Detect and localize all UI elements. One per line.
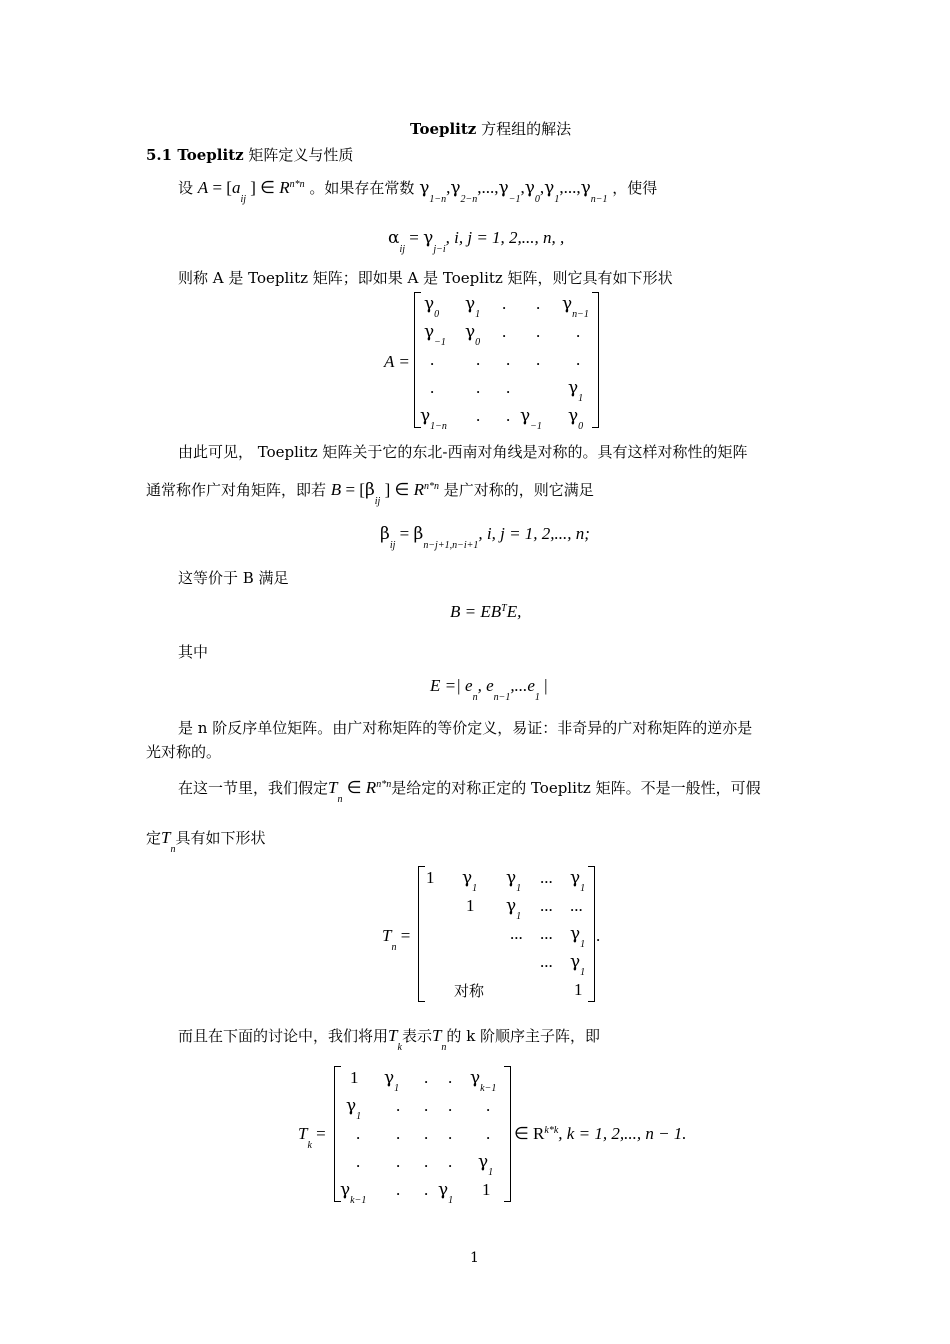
matrix-tn-right-bracket [588,866,595,1002]
equivalence-text: 这等价于 B 满足 [178,569,289,587]
symmetry-text: 由此可见， Toeplitz 矩阵关于它的东北-西南对角线是对称的。具有这样对称性的矩阵 [178,443,748,461]
matrix-tn-body: 1 $\gamma_1$ $\gamma_1$ ... $\gamma_1$ 1 $\gamma_1$ ... ... ... ... $\gamma_1$ ... $\gamma_1$ 对称 1 [426,868,586,1000]
submatrix-text: 而且在下面的讨论中，我们将用$T_k$表示$T_n$的 k 阶顺序主子阵，即 [178,1026,601,1053]
equation-b: $B = EB^TE$, [450,602,522,621]
section-heading: 5.1 Toeplitz 矩阵定义与性质 [146,146,354,164]
page-title: Toeplitz 方程组的解法 [410,120,572,138]
equation-beta: $\beta_{ij} = \beta_{n-j+1,n-i+1}$, i, j = 1, 2,..., n; [380,524,590,551]
matrix-tk-label: $T_k$ = [298,1124,326,1151]
equation-alpha: $\alpha_{ij} = \gamma_{j-i}$, i, j = 1, 2,..., n, , [388,228,565,255]
matrix-tn-period: . [596,926,601,945]
page-number: 1 [470,1250,479,1266]
matrix-tn-label: $T_n$ = [382,926,411,953]
assumption-text-2: 定$T_n$具有如下形状 [146,828,266,855]
matrix-a-right-bracket [592,292,599,428]
equation-e: E =| $e_n$, $e_{n-1},...e_1$ | [430,676,548,703]
reverse-identity-text-2: 光对称的。 [146,743,222,761]
matrix-a-label: A = [384,352,410,371]
matrix-tk-body: 1 $\gamma_1$ . . $\gamma_{k-1}$ $\gamma_1$ . . . . . . . . . . . . . $\gamma_1$ $\gamma_{k-1}$ . . $\gamma_1$ 1 [340,1068,497,1206]
reverse-identity-text: 是 n 阶反序单位矩阵。由广对称矩阵的等价定义，易证：非奇异的广对称矩阵的逆亦是 [178,719,753,737]
definition-text: 设 $A = [a_{ij}$ ] ∈ $R^{n*n}$ 。如果存在常数 $\gamma_{1-n},\gamma_{2-n},...,\gamma_{-1},\gamma_0,\gamma_1,...,\gamma_{n-1}$ ，使得 [178,178,658,205]
assumption-text: 在这一节里，我们假定$T_n$ ∈ $R^{n*n}$是给定的对称正定的 Toeplitz 矩阵。不是一般性，可假 [178,778,761,805]
matrix-a-body: $\gamma_0$ $\gamma_1$ . . $\gamma_{n-1}$ $\gamma_{-1}$ $\gamma_0$ . . . . . . . . . . . $\gamma_1$ $\gamma_{1-n}$ . . $\gamma_{-1}$ $\gamma_0$ [420,294,589,432]
matrix-tk-tail: ∈ $R^{k*k}$, k = 1, 2,..., n − 1. [514,1124,687,1143]
persymmetric-text: 通常称作广对角矩阵，即若 $B = [\beta_{ij}$ ] ∈ $R^{n*n}$ 是广对称的，则它满足 [146,480,594,507]
toeplitz-description: 则称 A 是 Toeplitz 矩阵；即如果 A 是 Toeplitz 矩阵，则它具有如下形状 [178,269,673,287]
where-text: 其中 [178,643,209,661]
matrix-tk-right-bracket [504,1066,511,1202]
